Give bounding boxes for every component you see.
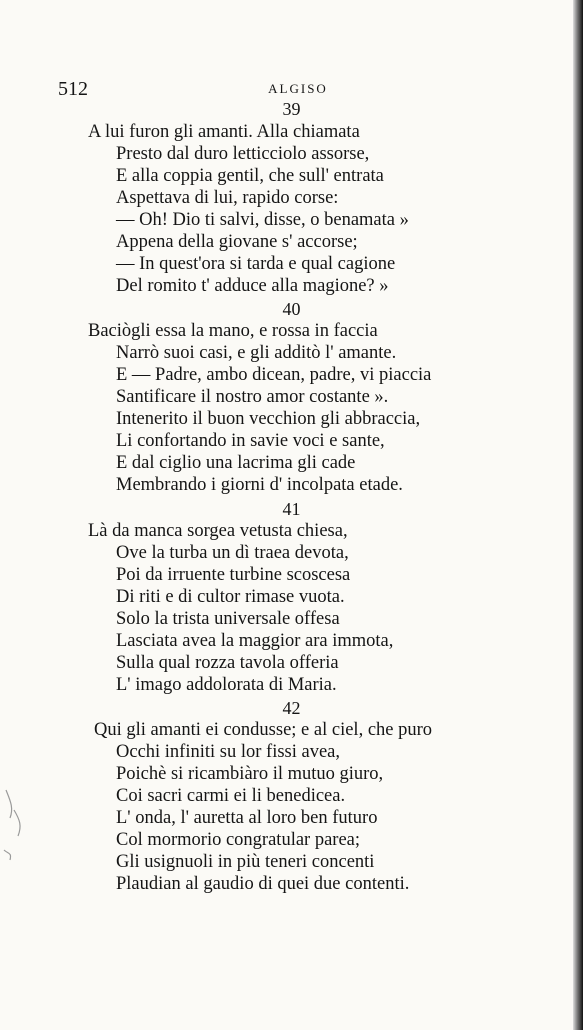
verse-line: Presto dal duro letticciolo assorse,: [116, 144, 370, 164]
verse-line: Li confortando in savie voci e sante,: [116, 431, 385, 451]
verse-line: Baciògli essa la mano, e rossa in faccia: [88, 321, 378, 341]
verse-line: Col mormorio congratular parea;: [116, 830, 361, 850]
verse-line: Ove la turba un dì traea devota,: [116, 543, 349, 563]
verse-line: Di riti e di cultor rimase vuota.: [116, 587, 345, 607]
page-number: 512: [58, 78, 88, 100]
verse-line: Appena della giovane s' accorse;: [116, 232, 358, 252]
running-title: ALGISO: [268, 81, 328, 96]
verse-line: Coi sacri carmi ei li benedicea.: [116, 786, 346, 806]
verse-line: L' imago addolorata di Maria.: [116, 675, 337, 695]
verse-line: L' onda, l' auretta al loro ben futuro: [116, 808, 378, 828]
verse-line: Membrando i giorni d' incolpata etade.: [116, 475, 403, 495]
verse-line: Solo la trista universale offesa: [116, 609, 340, 629]
stanza-number: 42: [282, 698, 301, 718]
verse-line: Santificare il nostro amor costante ».: [116, 387, 389, 407]
verse-line: Là da manca sorgea vetusta chiesa,: [88, 521, 348, 541]
verse-line: Sulla qual rozza tavola offeria: [116, 653, 339, 673]
verse-line: Aspettava di lui, rapido corse:: [116, 188, 339, 208]
verse-line: Narrò suoi casi, e gli additò l' amante.: [116, 343, 397, 363]
verse-line: Del romito t' adduce alla magione? »: [116, 276, 389, 296]
verse-line: A lui furon gli amanti. Alla chiamata: [88, 122, 360, 142]
verse-line: Intenerito il buon vecchion gli abbraccia,: [116, 409, 421, 429]
stanza-number: 39: [282, 99, 301, 119]
verse-line: Plaudian al gaudio di quei due contenti.: [116, 874, 410, 894]
verse-line: Occhi infiniti su lor fissi avea,: [116, 742, 341, 762]
verse-line: Poichè si ricambiàro il mutuo giuro,: [116, 764, 384, 784]
verse-line: Gli usignuoli in più teneri concenti: [116, 852, 375, 872]
verse-line: E dal ciglio una lacrima gli cade: [116, 453, 356, 473]
verse-line: Qui gli amanti ei condusse; e al ciel, che puro: [94, 720, 433, 740]
margin-pencil-marks: [0, 780, 40, 880]
verse-line: E — Padre, ambo dicean, padre, vi piaccia: [116, 365, 432, 385]
verse-line: Poi da irruente turbine scoscesa: [116, 565, 351, 585]
stanza-number: 41: [282, 499, 301, 519]
verse-line: E alla coppia gentil, che sull' entrata: [116, 166, 384, 186]
verse-line: Lasciata avea la maggior ara immota,: [116, 631, 394, 651]
stanza-number: 40: [282, 299, 301, 319]
verse-line: — Oh! Dio ti salvi, disse, o benamata »: [116, 210, 409, 230]
verse-line: — In quest'ora si tarda e qual cagione: [116, 254, 396, 274]
